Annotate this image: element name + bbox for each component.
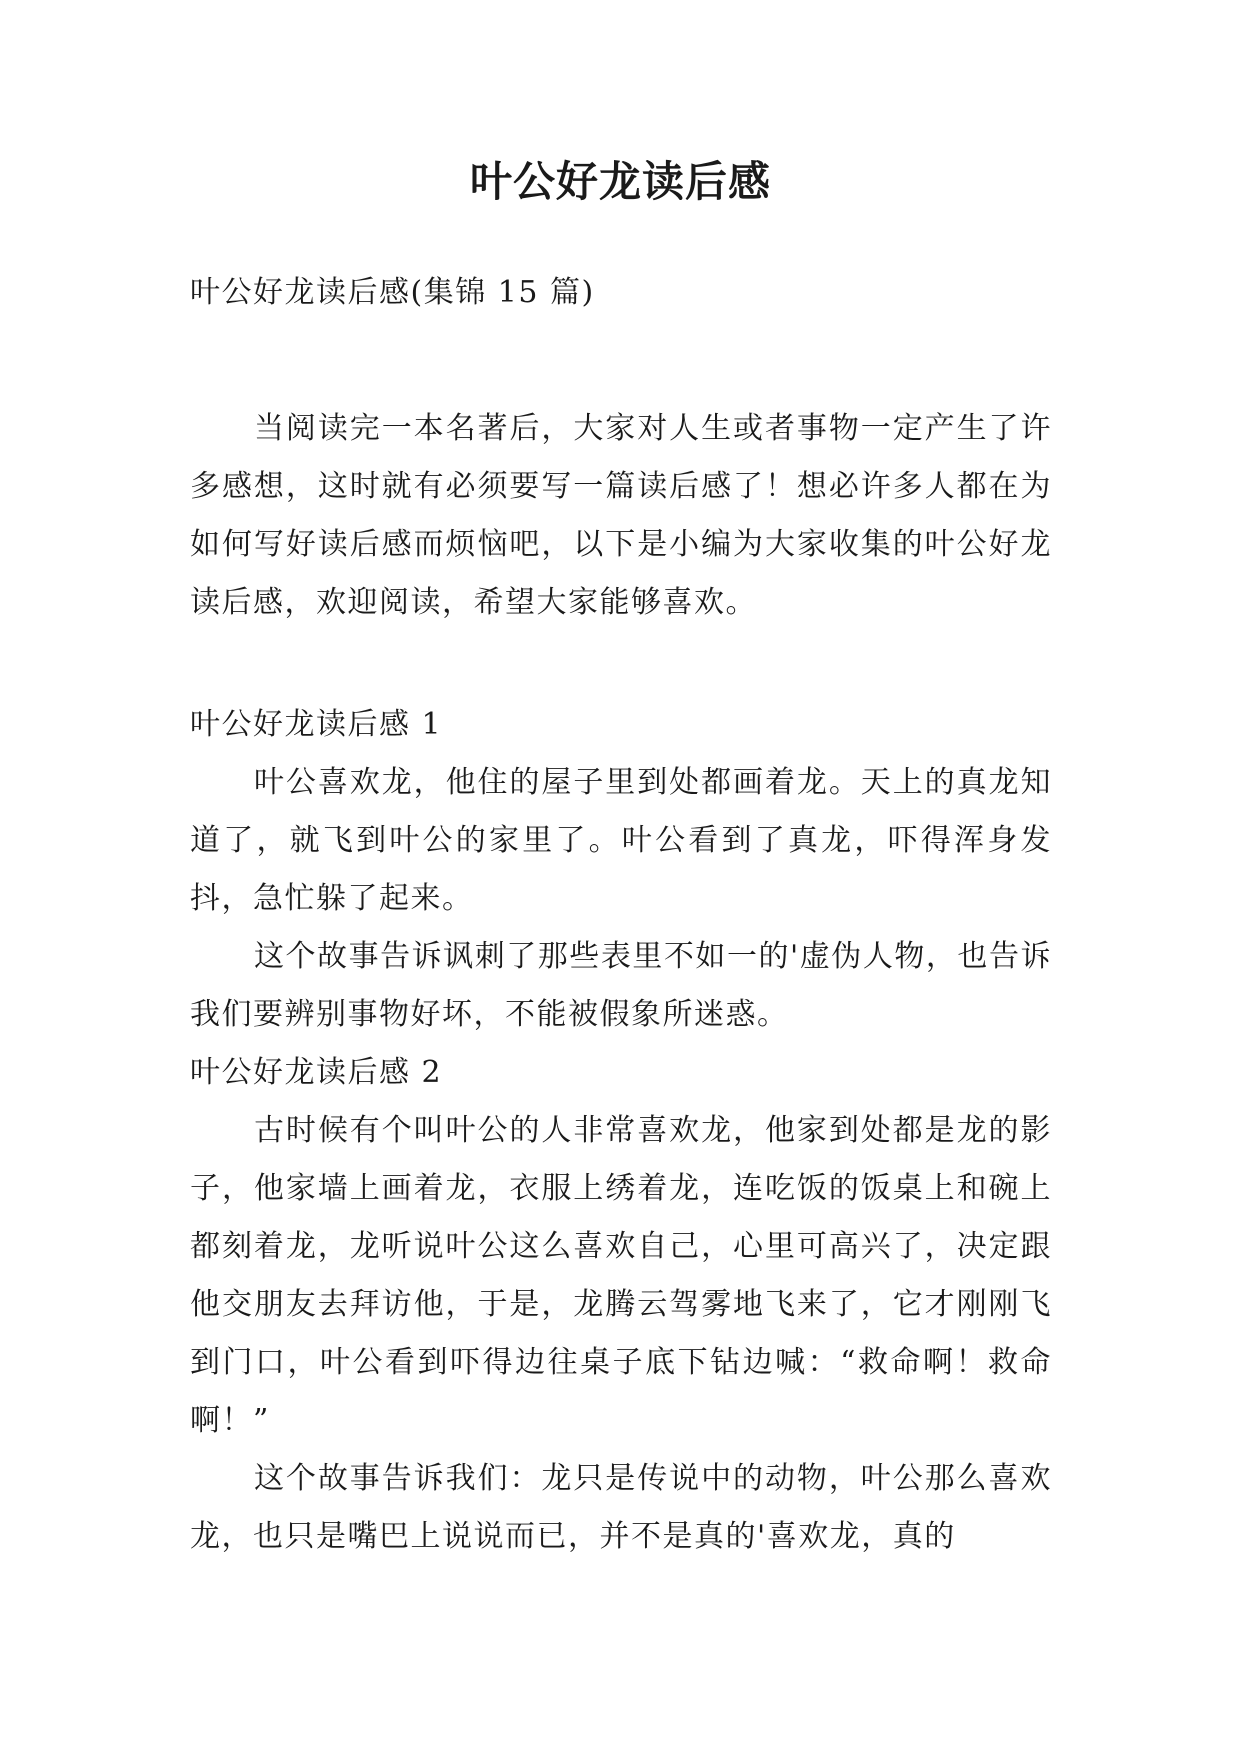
section-heading-2: 叶公好龙读后感 2 xyxy=(190,1055,443,1090)
essay-sections xyxy=(190,696,1052,1566)
document-subtitle xyxy=(190,264,1052,322)
section-1-paragraph-2: 这个故事告诉讽刺了那些表里不如一的'虚伪人物，也告诉我们要辨别事物好坏，不能被假象所迷惑。 xyxy=(190,939,1052,1032)
section-2-paragraph-2: 这个故事告诉我们：龙只是传说中的动物，叶公那么喜欢龙，也只是嘴巴上说说而已，并不是真的'喜欢龙，真的 xyxy=(190,1461,1052,1554)
section-1-paragraph-1: 叶公喜欢龙，他住的屋子里到处都画着龙。天上的真龙知道了，就飞到叶公的家里了。叶公看到了真龙，吓得浑身发抖，急忙躲了起来。 xyxy=(190,765,1052,916)
document-title: 叶公好龙读后感 xyxy=(469,157,771,206)
intro-paragraph: 当阅读完一本名著后，大家对人生或者事物一定产生了许多感想，这时就有必须要写一篇读后感了！想必许多人都在为如何写好读后感而烦恼吧，以下是小编为大家收集的叶公好龙读后感，欢迎阅读，希望大家能够喜欢。 xyxy=(190,411,1052,620)
intro-section xyxy=(190,400,1052,632)
subtitle-text: 叶公好龙读后感(集锦 15 篇) xyxy=(190,275,595,310)
section-heading-1: 叶公好龙读后感 1 xyxy=(190,707,443,742)
section-2-paragraph-1: 古时候有个叫叶公的人非常喜欢龙，他家到处都是龙的影子，他家墙上画着龙，衣服上绣着龙，连吃饭的饭桌上和碗上都刻着龙，龙听说叶公这么喜欢自己，心里可高兴了，决定跟他交朋友去拜访他，于是，龙腾云驾雾地飞来了，它才刚刚飞到门口，叶公看到吓得边往桌子底下钻边喊：“救命啊！救命啊！” xyxy=(190,1113,1052,1438)
